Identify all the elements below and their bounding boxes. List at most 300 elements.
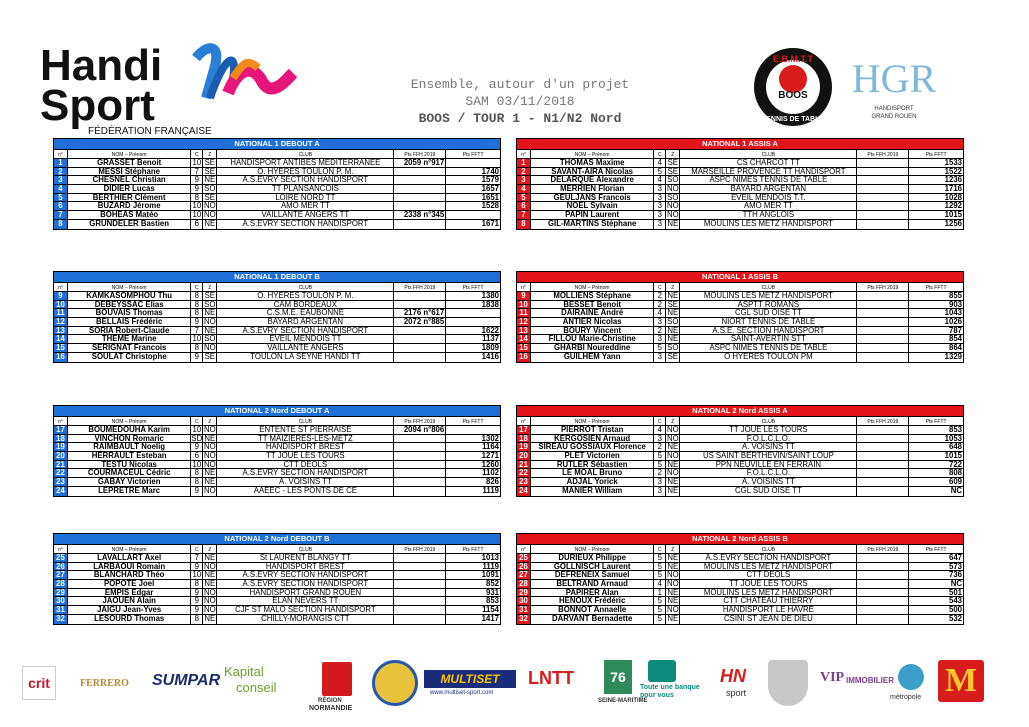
- table-row: [517, 335, 963, 344]
- kapital-logo: Kapital: [224, 664, 264, 679]
- player-ffh-points: [857, 292, 909, 300]
- player-club: CSINI ST JEAN DE DIEU: [680, 615, 857, 624]
- player-fftt-points: 1271: [481, 452, 499, 460]
- player-ffh-points: [394, 435, 446, 443]
- player-name: BOURY Vincent: [531, 327, 654, 335]
- player-ffh-points: [857, 469, 909, 477]
- player-zone: NE: [203, 580, 217, 588]
- player-fftt-points: 573: [948, 562, 962, 571]
- sponsor-strip: [0, 652, 1029, 722]
- column-header-ffh: Pts FFH 2019: [857, 417, 909, 425]
- seal-icon: [372, 660, 418, 706]
- column-header-n: n°: [517, 545, 531, 553]
- hgr-caption-2: GRAND ROUEN: [871, 114, 917, 120]
- player-club: TT PLANSANCOIS: [217, 185, 394, 193]
- player-ffh-points: 2072 n°885: [394, 318, 446, 326]
- player-class: 9: [191, 487, 203, 496]
- player-club: EVEIL MENDOIS T.T.: [680, 194, 857, 202]
- player-fftt-points: 500: [948, 606, 962, 614]
- player-fftt-points: 853: [948, 426, 962, 434]
- column-header-z: Z: [203, 417, 217, 425]
- player-club: A.S.EVRY SECTION HANDISPORT: [217, 580, 394, 588]
- player-ffh-points: [394, 353, 446, 362]
- player-class: 10: [191, 211, 203, 219]
- player-fftt-points: 1651: [481, 193, 499, 202]
- player-fftt-points: 931: [485, 588, 499, 597]
- column-header-c: C: [191, 283, 203, 291]
- handisport-logo: [38, 38, 298, 138]
- table-row: [54, 452, 500, 461]
- player-fftt-points: NC: [950, 580, 962, 588]
- player-club: ASPC NIMES TENNIS DE TABLE: [680, 176, 857, 184]
- player-number: 28: [517, 580, 531, 588]
- player-number: 26: [54, 563, 68, 571]
- player-name: KAMKASOMPHOU Thu: [68, 292, 191, 300]
- table-row: [54, 185, 500, 194]
- player-name: EMPIS Edgar: [68, 589, 191, 597]
- player-name: BESSET Benoit: [531, 301, 654, 309]
- player-club: ELAN NEVERS TT: [217, 597, 394, 605]
- player-zone: NO: [666, 185, 679, 193]
- player-name: JAOUEN Alain: [68, 597, 191, 605]
- column-header-row: [54, 416, 500, 426]
- table-row: [517, 292, 963, 301]
- table-row: [517, 435, 963, 444]
- player-fftt-points: 854: [948, 335, 962, 344]
- player-club: HANDISPORT BREST: [217, 563, 394, 571]
- player-club: CS CHARCOT TT: [680, 159, 857, 167]
- player-number: 29: [54, 589, 68, 597]
- player-number: 5: [517, 194, 531, 202]
- player-fftt-points: 1416: [481, 352, 499, 361]
- player-zone: SE: [203, 194, 217, 202]
- player-name: SIREAU GOSSIAUX Florence: [531, 443, 654, 451]
- player-zone: SO: [667, 318, 679, 326]
- player-class: 4: [654, 176, 666, 184]
- player-fftt-points: 1417: [481, 614, 499, 623]
- player-number: 32: [517, 615, 531, 624]
- player-zone: NO: [666, 606, 679, 614]
- logo-handi-text: Handi: [40, 41, 163, 90]
- player-zone: NO: [203, 588, 216, 597]
- player-club: CGL SUD OISE TT: [680, 309, 857, 317]
- player-name: DEFRENEIX Samuel: [531, 571, 654, 579]
- player-ffh-points: [394, 185, 446, 193]
- pool-table: [53, 138, 501, 230]
- player-zone: SE: [666, 168, 680, 176]
- player-fftt-points: 543: [948, 597, 962, 606]
- player-ffh-points: [394, 335, 446, 343]
- column-header-row: [517, 149, 963, 159]
- player-club: CGL SUD OISE TT: [680, 487, 857, 496]
- player-number: 6: [517, 202, 531, 210]
- player-club: A.S.EVRY SECTION HANDISPORT: [217, 571, 394, 579]
- table-row: [517, 426, 963, 435]
- player-fftt-points: 1302: [481, 434, 499, 443]
- player-class: 10: [191, 461, 203, 469]
- player-name: SORIA Robert-Claude: [68, 327, 191, 335]
- column-header-c: C: [191, 545, 203, 553]
- event-tagline: Ensemble, autour d'un projet: [410, 77, 630, 92]
- column-header-z: Z: [666, 283, 680, 291]
- player-class: 7: [191, 554, 203, 562]
- event-title: BOOS / TOUR 1 - N1/N2 Nord: [418, 111, 622, 126]
- player-ffh-points: [857, 443, 909, 451]
- player-name: MOLLIENS Stéphane: [531, 292, 654, 300]
- player-club: F.O.L.C.L.O.: [680, 435, 857, 443]
- player-fftt-points: 1043: [944, 309, 962, 318]
- player-ffh-points: [394, 452, 446, 460]
- player-ffh-points: [857, 478, 909, 486]
- player-number: 15: [517, 344, 531, 352]
- table-row: [54, 335, 500, 344]
- player-number: 9: [517, 292, 531, 300]
- seine-maritime-logo: 76: [604, 660, 632, 694]
- player-club: LOIRE NORD TT: [217, 194, 394, 202]
- player-fftt-points: 736: [948, 571, 962, 580]
- player-zone: NE: [203, 615, 217, 624]
- player-fftt-points: 609: [948, 478, 962, 486]
- player-club: HANDISPORT BREST: [217, 443, 394, 451]
- table-row: [54, 301, 500, 310]
- immobilier-label: IMMOBILIER: [846, 676, 894, 685]
- player-club: TT MAIZIERES-LES-METZ: [217, 435, 394, 443]
- player-class: 3: [654, 202, 666, 210]
- player-zone: NO: [666, 202, 679, 211]
- table-row: [54, 597, 500, 606]
- player-name: SERIGNAT Francois: [68, 344, 191, 352]
- player-name: HERRAULT Esteban: [68, 452, 191, 460]
- column-header-name: NOM – Prénom: [531, 417, 654, 425]
- player-fftt-points: 1838: [481, 300, 499, 309]
- column-header-row: [54, 544, 500, 554]
- table-row: [517, 606, 963, 615]
- player-club: ENTENTE ST PIERRAISE: [217, 426, 394, 434]
- normandie-label: NORMANDIE: [309, 705, 353, 712]
- player-zone: NO: [203, 452, 216, 460]
- player-name: PAPIRER Alan: [531, 589, 654, 597]
- mcdonalds-icon: M: [938, 660, 984, 702]
- column-header-n: n°: [54, 417, 68, 425]
- player-ffh-points: [857, 211, 909, 219]
- table-row: [517, 563, 963, 572]
- player-ffh-points: [394, 469, 446, 477]
- player-number: 14: [54, 335, 68, 343]
- player-class: 9: [191, 176, 203, 184]
- pool-title: NATIONAL 2 Nord ASSIS A: [517, 406, 963, 416]
- hgr-letters: HGR: [851, 56, 937, 101]
- table-row: [517, 469, 963, 478]
- player-zone: NO: [666, 580, 679, 588]
- player-name: SOULAT Christophe: [68, 353, 191, 362]
- player-club: TT JOUE LES TOURS: [680, 580, 857, 588]
- player-club: CTT DEOLS: [217, 461, 394, 469]
- player-class: 9: [191, 353, 203, 362]
- player-fftt-points: 1164: [482, 443, 499, 452]
- logo-sport-text: Sport: [40, 81, 155, 130]
- column-header-fftt: Pts FFTT: [925, 285, 947, 291]
- player-number: 20: [54, 452, 68, 460]
- pool-title: NATIONAL 1 ASSIS B: [517, 272, 963, 282]
- table-row: [54, 563, 500, 572]
- player-zone: NE: [666, 597, 680, 605]
- player-club: A. VOISINS TT: [217, 478, 394, 486]
- player-fftt-points: 1528: [481, 202, 499, 211]
- seine-maritime-caption: SEINE-MARITIME: [598, 698, 648, 704]
- player-ffh-points: [394, 487, 446, 496]
- player-class: 3: [654, 185, 666, 193]
- pool-title: NATIONAL 1 DEBOUT A: [54, 139, 500, 149]
- player-zone: NO: [666, 434, 679, 443]
- column-header-n: n°: [54, 150, 68, 158]
- column-header-club: CLUB: [217, 417, 394, 425]
- column-header-c: C: [654, 417, 666, 425]
- table-row: [54, 554, 500, 563]
- player-class: SD: [191, 434, 203, 443]
- player-club: MOULINS LES METZ HANDISPORT: [680, 563, 857, 571]
- table-row: [517, 615, 963, 624]
- player-club: A.S.EVRY SECTION HANDISPORT: [217, 327, 394, 335]
- player-club: O. HYERES TOULON P. M.: [217, 292, 394, 300]
- pool-table: [516, 271, 964, 363]
- hn-logo: HN: [720, 666, 746, 686]
- player-class: 9: [191, 597, 203, 605]
- player-name: MESSI Stéphane: [68, 168, 191, 176]
- table-row: [517, 194, 963, 203]
- player-ffh-points: [394, 571, 446, 579]
- column-header-name: NOM – Prénom: [531, 150, 654, 158]
- table-row: [54, 344, 500, 353]
- table-row: [54, 589, 500, 598]
- player-class: 9: [191, 563, 203, 571]
- table-row: [54, 435, 500, 444]
- player-number: 11: [517, 309, 531, 317]
- player-ffh-points: [857, 580, 909, 588]
- player-class: 8: [191, 194, 203, 202]
- player-fftt-points: [446, 211, 500, 219]
- player-number: 8: [517, 220, 531, 229]
- player-number: 24: [517, 487, 531, 496]
- player-number: 13: [54, 327, 68, 335]
- player-club: St LAURENT BLANGY TT: [217, 554, 394, 562]
- player-ffh-points: [857, 563, 909, 571]
- player-fftt-points: NC: [950, 486, 962, 495]
- player-number: 11: [54, 309, 68, 317]
- player-class: 3: [654, 211, 666, 219]
- player-fftt-points: 722: [948, 460, 962, 469]
- player-club: PPN NEUVILLE EN FERRAIN: [680, 461, 857, 469]
- player-zone: NO: [666, 452, 679, 460]
- player-name: VINCHON Romaric: [68, 435, 191, 443]
- player-number: 8: [54, 220, 68, 229]
- player-club: CTT DEOLS: [680, 571, 857, 579]
- player-class: 5: [654, 615, 666, 624]
- player-number: 23: [54, 478, 68, 486]
- player-fftt-points: 1380: [481, 292, 499, 300]
- table-row: [54, 327, 500, 336]
- column-header-c: C: [191, 417, 203, 425]
- table-row: [517, 327, 963, 336]
- column-header-club: CLUB: [680, 150, 857, 158]
- column-header-fftt: Pts FFTT: [462, 547, 484, 553]
- player-zone: SE: [666, 353, 680, 362]
- column-header-fftt: Pts FFTT: [462, 152, 484, 158]
- player-class: 10: [191, 159, 203, 167]
- player-fftt-points: 1102: [482, 469, 499, 478]
- player-zone: NE: [666, 335, 680, 343]
- player-ffh-points: [394, 220, 446, 229]
- table-row: [54, 309, 500, 318]
- player-name: THEME Marine: [68, 335, 191, 343]
- metropole-label: métropole: [890, 694, 922, 701]
- player-club: O. HYERES TOULON P. M.: [217, 168, 394, 176]
- player-name: HENOUX Frédéric: [531, 597, 654, 605]
- player-club: AAEEC - LES PONTS DE CE: [217, 487, 394, 496]
- player-name: GABAY Victorien: [68, 478, 191, 486]
- player-class: 10: [191, 571, 203, 579]
- player-fftt-points: 532: [948, 614, 962, 623]
- table-row: [517, 176, 963, 185]
- player-name: BOHEAS Matéo: [68, 211, 191, 219]
- player-name: LAVALLART Axel: [68, 554, 191, 562]
- pool-table: [516, 138, 964, 230]
- handisport-grand-rouen-logo: [842, 48, 946, 128]
- player-fftt-points: 1260: [481, 460, 499, 469]
- player-class: 8: [191, 478, 203, 486]
- player-name: RUTLER Sébastien: [531, 461, 654, 469]
- player-zone: NE: [666, 461, 680, 469]
- player-name: BOUVAIS Thomas: [68, 309, 191, 317]
- player-club: MOULINS LES METZ HANDISPORT: [680, 589, 857, 597]
- player-fftt-points: 1256: [944, 219, 962, 228]
- player-class: 5: [654, 452, 666, 460]
- player-ffh-points: [857, 159, 909, 167]
- column-header-row: [54, 282, 500, 292]
- player-number: 27: [517, 571, 531, 579]
- player-class: 3: [654, 335, 666, 343]
- table-row: [517, 554, 963, 563]
- column-header-row: [54, 149, 500, 159]
- column-header-row: [517, 544, 963, 554]
- multiset-url: www.multiset-sport.com: [430, 690, 494, 696]
- player-number: 14: [517, 335, 531, 343]
- player-ffh-points: [394, 589, 446, 597]
- table-row: [517, 597, 963, 606]
- player-club: A. VOISINS TT: [680, 443, 857, 451]
- player-club: A. VOISINS TT: [680, 478, 857, 486]
- player-ffh-points: [857, 606, 909, 614]
- player-name: DELARQUE Alexandre: [531, 176, 654, 184]
- player-fftt-points: [446, 309, 500, 317]
- column-header-club: CLUB: [680, 417, 857, 425]
- player-class: 5: [654, 344, 666, 352]
- column-header-ffh: Pts FFH 2019: [857, 150, 909, 158]
- table-row: [54, 426, 500, 435]
- player-name: BONNOT Annaelle: [531, 606, 654, 614]
- player-name: TESTU Nicolas: [68, 461, 191, 469]
- player-fftt-points: 1579: [481, 176, 499, 185]
- column-header-z: Z: [203, 150, 217, 158]
- player-number: 7: [54, 211, 68, 219]
- player-class: 9: [191, 318, 203, 326]
- player-club: CAM BORDEAUX: [217, 301, 394, 309]
- player-ffh-points: [857, 461, 909, 469]
- player-number: 2: [54, 168, 68, 176]
- table-row: [517, 443, 963, 452]
- player-number: 3: [517, 176, 531, 184]
- player-fftt-points: [446, 318, 500, 326]
- player-fftt-points: 1809: [481, 344, 499, 352]
- player-zone: SO: [204, 335, 216, 344]
- player-club: TT JOUE LES TOURS: [217, 452, 394, 460]
- player-name: ANTIER Nicolas: [531, 318, 654, 326]
- column-header-n: n°: [54, 283, 68, 291]
- player-name: GRASSET Benoit: [68, 159, 191, 167]
- player-club: CTT CHATEAU THIERRY: [680, 597, 857, 605]
- player-zone: NE: [666, 478, 680, 486]
- club-logo-center: BOOS: [778, 90, 808, 101]
- player-club: ASPC NIMES TENNIS DE TABLE: [680, 344, 857, 352]
- player-zone: NE: [203, 469, 217, 477]
- player-ffh-points: [857, 571, 909, 579]
- player-number: 29: [517, 589, 531, 597]
- player-class: 9: [191, 606, 203, 614]
- table-row: [517, 580, 963, 589]
- player-number: 1: [54, 159, 68, 167]
- table-row: [54, 353, 500, 362]
- player-name: BERTHIER Clément: [68, 194, 191, 202]
- hgr-caption-1: HANDISPORT: [874, 106, 914, 112]
- column-header-name: NOM – Prénom: [531, 545, 654, 553]
- player-class: 8: [191, 301, 203, 309]
- player-zone: NE: [666, 292, 680, 300]
- player-club: EVEIL MENDOIS TT: [217, 335, 394, 343]
- player-number: 12: [517, 318, 531, 326]
- player-zone: NO: [666, 571, 679, 580]
- player-class: 3: [654, 478, 666, 486]
- player-fftt-points: 1716: [944, 185, 962, 193]
- table-row: [517, 202, 963, 211]
- player-name: LEPRETRE Marc: [68, 487, 191, 496]
- player-number: 7: [517, 211, 531, 219]
- player-class: 7: [191, 327, 203, 335]
- crit-logo: crit: [22, 666, 56, 700]
- player-zone: NE: [203, 435, 217, 443]
- player-club: VAILLANTE ANGERS TT: [217, 211, 394, 219]
- player-name: DEBEYSSAC Elias: [68, 301, 191, 309]
- player-number: 16: [517, 353, 531, 362]
- player-name: COURMACEUL Cédric: [68, 469, 191, 477]
- player-class: 9: [191, 185, 203, 193]
- player-ffh-points: [857, 597, 909, 605]
- player-fftt-points: 1522: [944, 167, 962, 176]
- player-number: 18: [54, 435, 68, 443]
- column-header-club: CLUB: [217, 283, 394, 291]
- pool-table: [53, 533, 501, 625]
- player-class: 3: [654, 318, 666, 326]
- player-number: 15: [54, 344, 68, 352]
- player-name: THOMAS Maxime: [531, 159, 654, 167]
- player-zone: NE: [203, 176, 217, 184]
- column-header-z: Z: [666, 150, 680, 158]
- player-class: 5: [654, 597, 666, 605]
- player-fftt-points: 903: [948, 300, 962, 309]
- multiset-logo: MULTISET: [424, 670, 516, 688]
- player-ffh-points: [394, 194, 446, 202]
- player-ffh-points: [857, 554, 909, 562]
- player-ffh-points: [394, 292, 446, 300]
- player-ffh-points: [857, 318, 909, 326]
